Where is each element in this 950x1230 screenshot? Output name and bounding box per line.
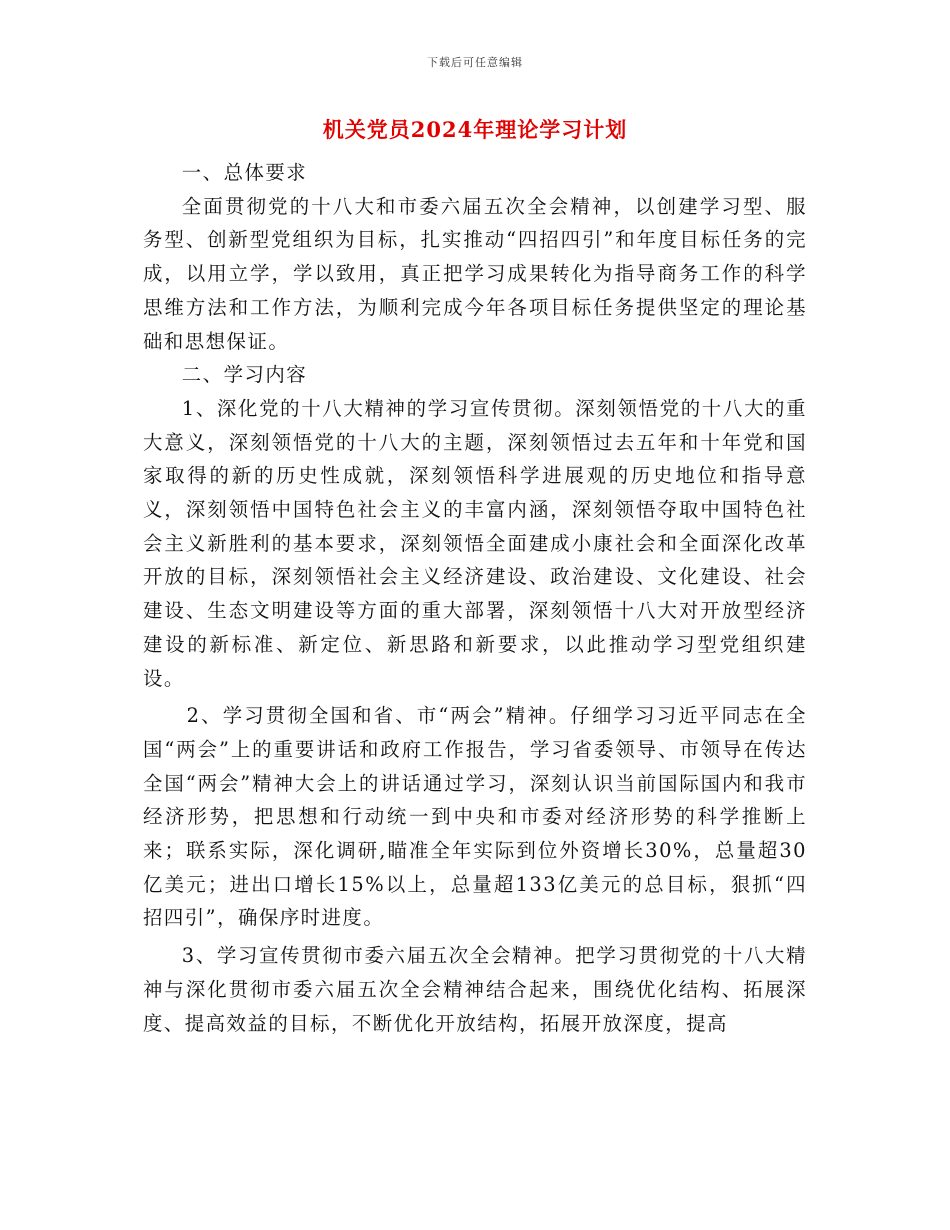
study-item-3: 3、学习宣传贯彻市委六届五次全会精神。把学习贯彻党的十八大精神与深化贯彻市委六届五次全会精神结合起来，围绕优化结构、拓展深度、提高效益的目标，不断优化开放结构，拓展开放深度，提高 — [143, 944, 807, 1035]
section-heading-general-requirements: 一、总体要求 — [181, 161, 308, 184]
document-title: 机关党员2024年理论学习计划 — [322, 117, 628, 142]
study-item-1: 1、深化党的十八大精神的学习宣传贯彻。深刻领悟党的十八大的重大意义，深刻领悟党的十八大的主题，深刻领悟过去五年和十年党和国家取得的新的历史性成就，深刻领悟科学进展观的历史地位和指导意义，深刻领悟中国特色社会主义的丰富内涵，深刻领悟夺取中国特色社会主义新胜利的基本要求，深刻领悟全面建成小康社会和全面深化改革开放的目标，深刻领悟社会主义经济建设、政治建设、文化建设、社会建设、生态文明建设等方面的重大部署，深刻领悟十八大对开放型经济建设的新标准、新定位、新思路和新要求，以此推动学习型党组织建设。 — [143, 396, 807, 690]
section-heading-study-content: 二、学习内容 — [181, 363, 308, 387]
section-paragraph-general-requirements: 全面贯彻党的十八大和市委六届五次全会精神，以创建学习型、服务型、创新型党组织为目标，扎实推动“四招四引”和年度目标任务的完成，以用立学，学以致用，真正把学习成果转化为指导商务工作的科学思维方法和工作方法，为顺利完成今年各项目标任务提供坚定的理论基础和思想保证。 — [143, 194, 807, 353]
document-body — [143, 156, 807, 1040]
header-note: 下载后可任意编辑 — [427, 56, 523, 69]
study-item-2: 2、学习贯彻全国和省、市“两会”精神。仔细学习习近平同志在全国“两会”上的重要讲话和政府工作报告，学习省委领导、市领导在传达全国“两会”精神大会上的讲话通过学习，深刻认识当前国际国内和我市经济形势，把思想和行动统一到中央和市委对经济形势的科学推断上来；联系实际，深化调研,瞄准全年实际到位外资增长30%，总量超30亿美元；进出口增长15%以上，总量超133亿美元的总目标，狠抓“四招四引”，确保序时进度。 — [143, 704, 807, 930]
